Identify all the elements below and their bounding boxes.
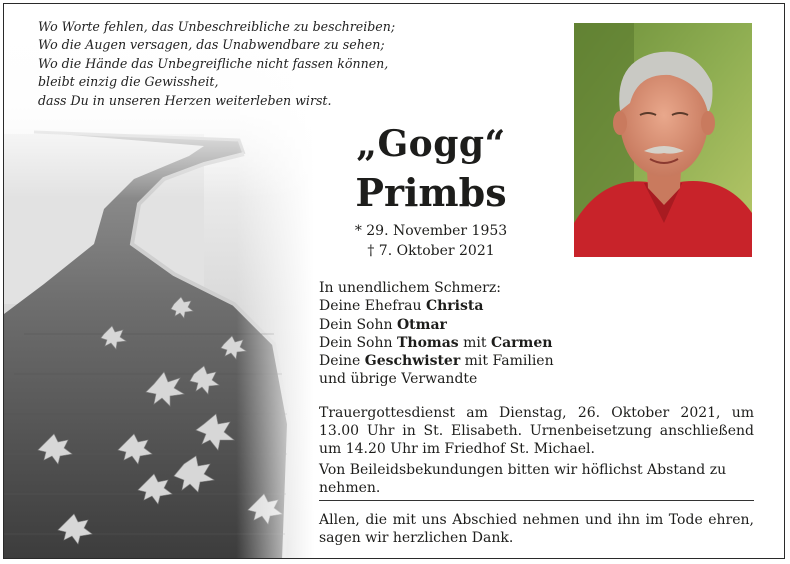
poem-line: bleibt einzig die Gewissheit, bbox=[38, 74, 219, 90]
portrait-photo bbox=[574, 23, 752, 257]
poem bbox=[38, 18, 458, 110]
mourners-intro: In unendlichem Schmerz: bbox=[319, 280, 501, 296]
deceased-nickname: „Gogg“ bbox=[356, 123, 506, 165]
death-date: † 7. Oktober 2021 bbox=[367, 243, 495, 259]
mourner-line: Dein Sohn Thomas mit Carmen bbox=[319, 334, 553, 351]
mourner-line: Deine Geschwister mit Familien bbox=[319, 353, 554, 370]
mourner-name: Otmar bbox=[396, 316, 447, 333]
mourner-name: Geschwister bbox=[364, 353, 461, 370]
poem-line: dass Du in unseren Herzen weiterleben wirst. bbox=[38, 92, 332, 108]
mourner-name: Christa bbox=[425, 298, 484, 315]
poem-line: Wo Worte fehlen, das Unbeschreibliche zu beschreiben; bbox=[38, 19, 396, 34]
poem-line: Wo die Hände das Unbegreifliche nicht fassen können, bbox=[38, 55, 389, 71]
obituary-card bbox=[3, 3, 785, 559]
mourner-name: Carmen bbox=[490, 334, 553, 351]
mourner-name: Thomas bbox=[396, 334, 459, 351]
service-info: Trauergottesdienst am Dienstag, 26. Oktober 2021, um 13.00 Uhr in St. Elisabeth. Urnenbeisetzung anschließend um 14.20 Uhr im Friedhof St. Michael. bbox=[319, 405, 754, 457]
mourners-list bbox=[319, 279, 599, 389]
birth-date: * 29. November 1953 bbox=[354, 223, 508, 239]
condolences-note: Von Beileidsbekundungen bitten wir höflichst Abstand zu nehmen. bbox=[319, 462, 727, 496]
divider bbox=[319, 500, 754, 501]
deceased-surname: Primbs bbox=[355, 170, 507, 215]
thanks-note: Allen, die mit uns Abschied nehmen und ihn im Tode ehren, sagen wir herzlichen Dank. bbox=[319, 512, 754, 546]
mourner-line: Dein Sohn Otmar bbox=[319, 316, 447, 333]
mourner-line: Deine Ehefrau Christa bbox=[319, 298, 484, 315]
mourners-closing: und übrige Verwandte bbox=[319, 371, 478, 388]
poem-line: Wo die Augen versagen, das Unabwendbare zu sehen; bbox=[38, 37, 385, 53]
